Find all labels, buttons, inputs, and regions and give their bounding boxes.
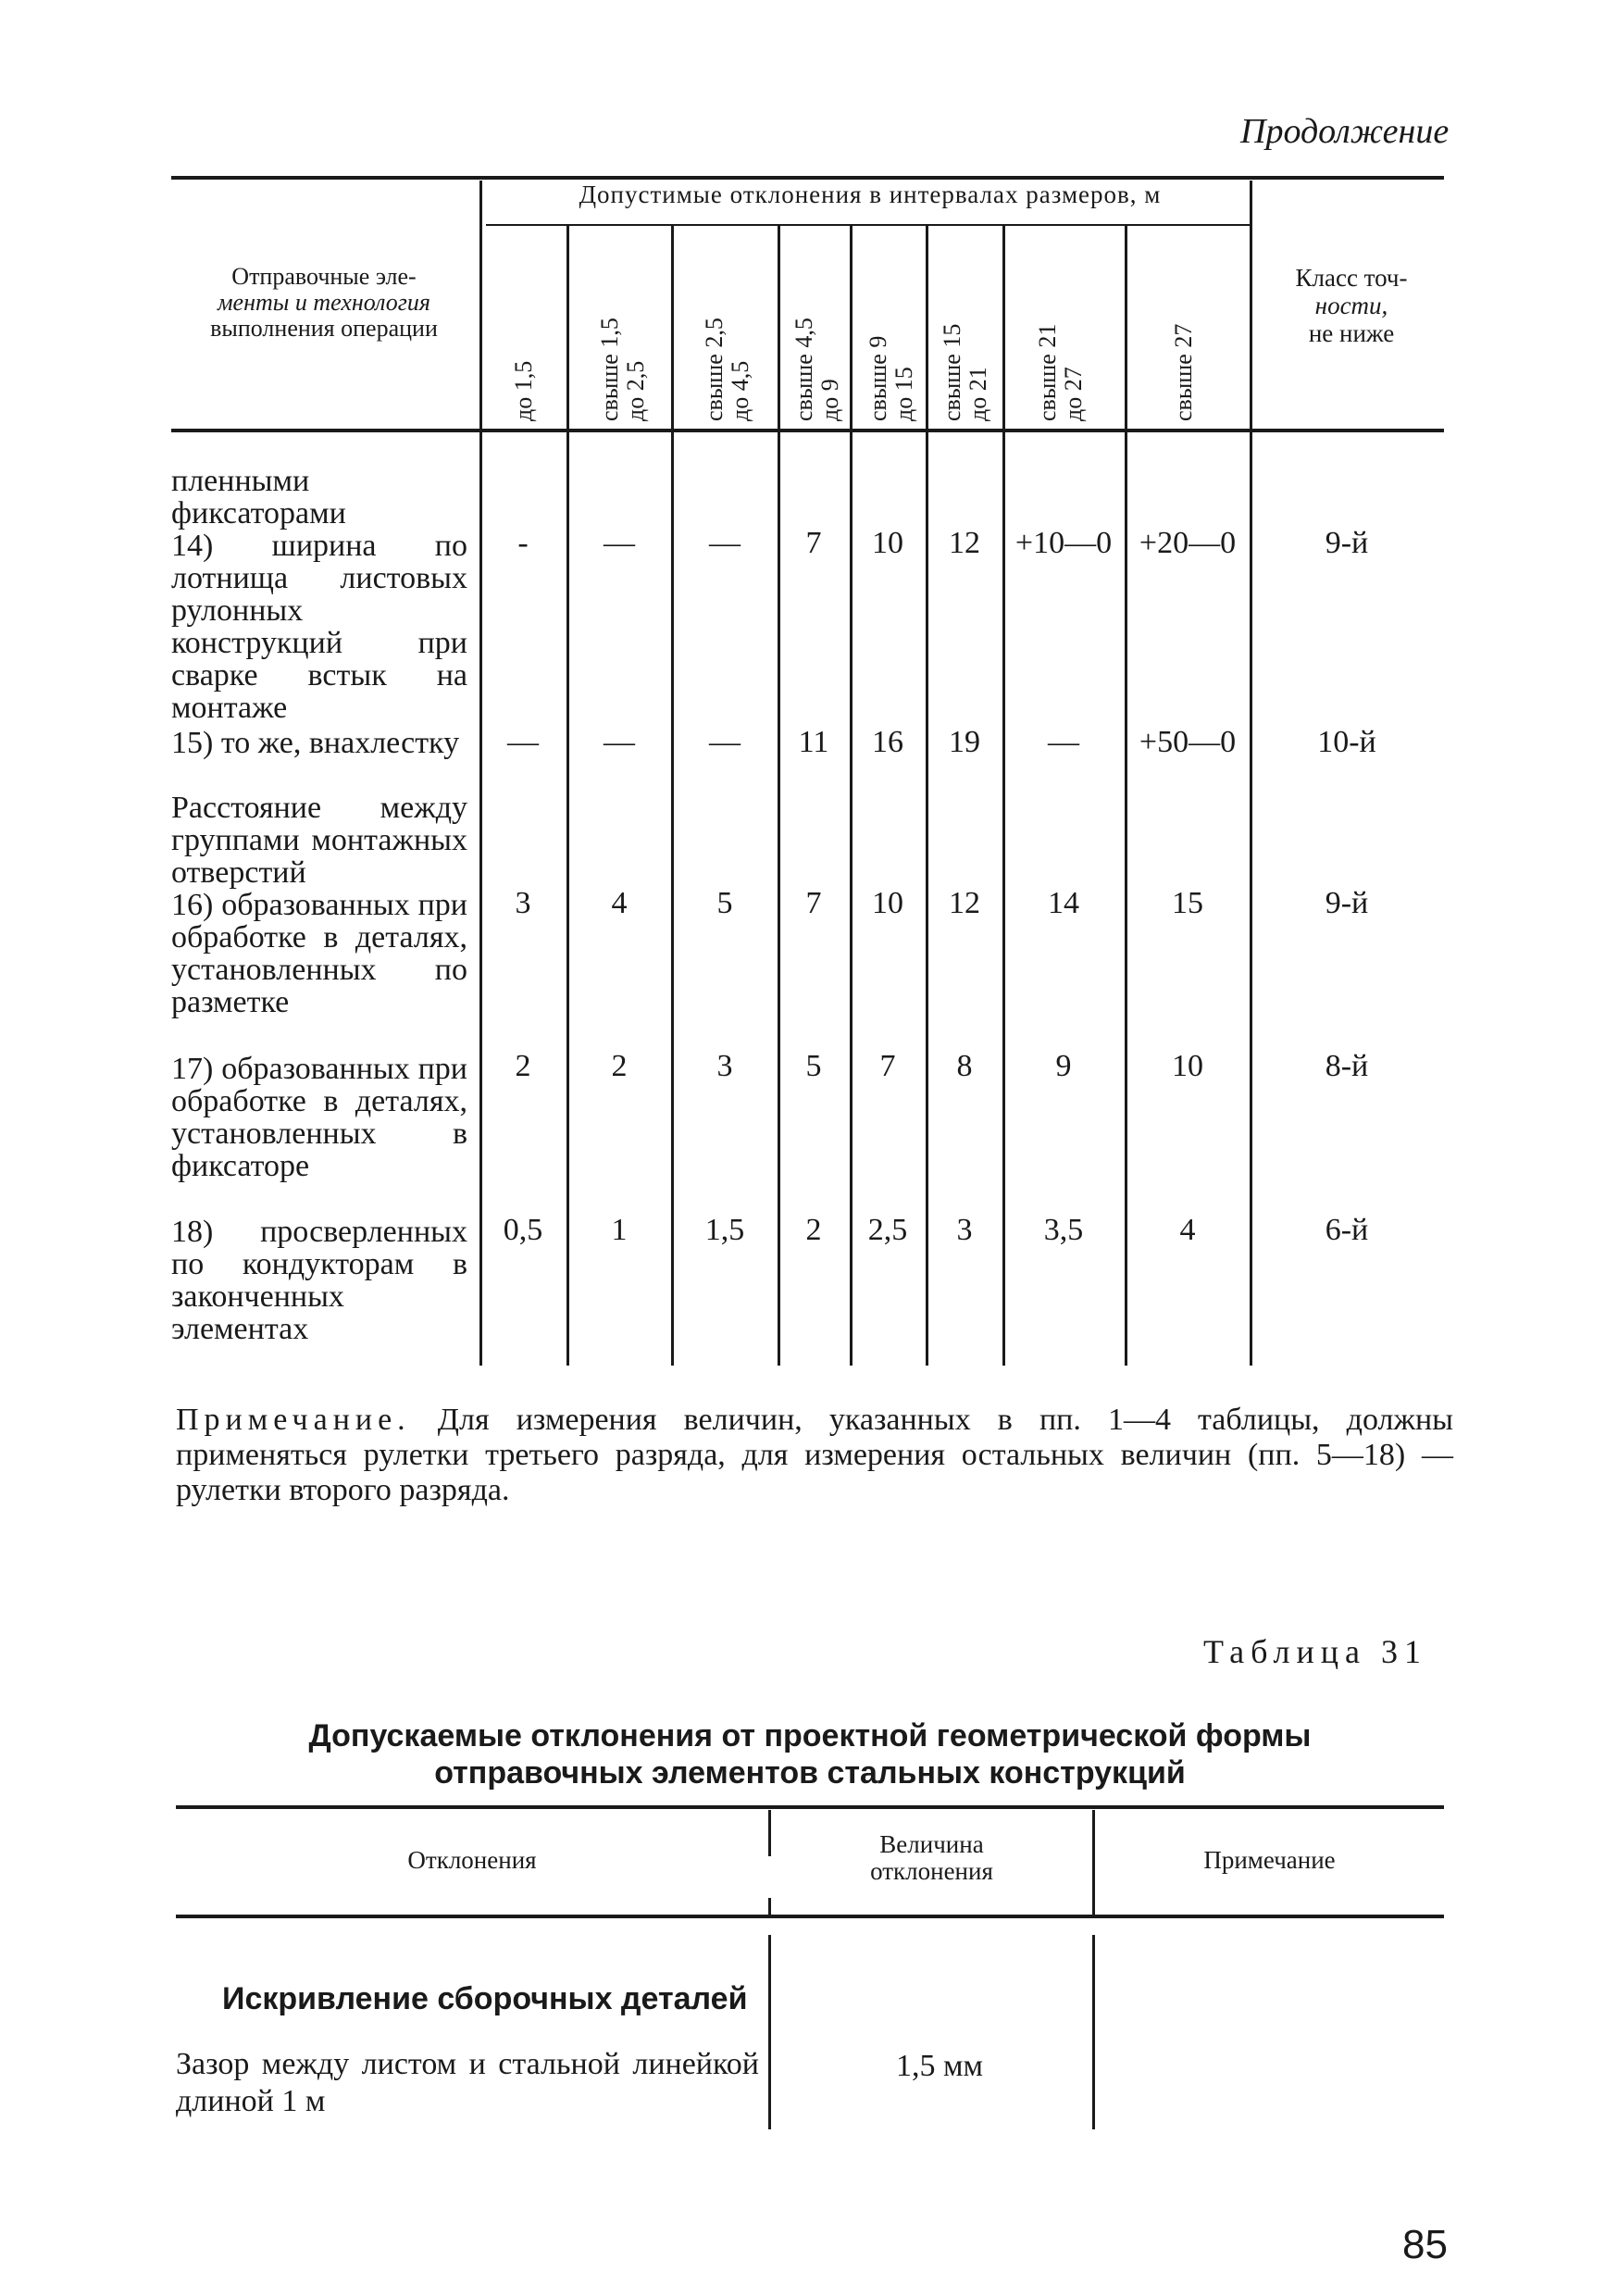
table-cell: 2	[515, 1049, 531, 1083]
table-cell: +10—0	[1014, 526, 1113, 560]
row-desc: Зазор между листом и стальной линейкой длиной 1 м	[176, 2047, 759, 2118]
table-cell: 3,5	[1043, 1213, 1084, 1247]
table-top-rule	[171, 176, 1444, 180]
interval-header: свыше 27	[1170, 323, 1197, 421]
table-cell: 16	[872, 725, 903, 759]
table-cell: 2,5	[867, 1213, 908, 1247]
table-cell: 2	[805, 1213, 822, 1247]
table-cell: 3	[716, 1049, 733, 1083]
table-cell: 7	[805, 526, 822, 560]
table-cell: +20—0	[1139, 526, 1237, 560]
section-heading: Искривление сборочных деталей	[222, 1981, 748, 2016]
row-value: 1,5 мм	[895, 2049, 984, 2083]
interval-header: до 1,5	[510, 360, 537, 421]
accuracy-class-cell: 9-й	[1325, 886, 1369, 920]
table-note: Примечание. Для измерения величин, указанных в пп. 1—4 таблицы, должны применяться рулетки третьего разряда, для измерения остальных величин (пп. 5—18) — рулетки второго разряда.	[176, 1403, 1454, 1507]
table-cell: 12	[949, 886, 980, 920]
table-cell: -	[517, 526, 529, 560]
col-divider	[778, 225, 780, 1366]
table-cell: 7	[805, 886, 822, 920]
col-divider	[1125, 225, 1127, 1366]
intervals-title: Допустимые отклонения в интервалах размеров, м	[579, 181, 1162, 208]
table-cell: 9	[1055, 1049, 1072, 1083]
table-cell: 19	[949, 725, 980, 759]
col-header-deviation: Отклонения	[407, 1846, 537, 1874]
row-desc: 15) то же, внахлестку	[171, 726, 460, 760]
col-divider	[671, 225, 674, 1366]
table-cell: —	[507, 725, 539, 759]
table-cell: 12	[949, 526, 980, 560]
page-number: 85	[1402, 2222, 1448, 2267]
row-desc: пленными фиксаторами	[171, 464, 346, 530]
interval-header: свыше 21 до 27	[1034, 323, 1087, 421]
col-divider	[1002, 225, 1005, 1366]
table-cell: 11	[798, 725, 829, 759]
table-cell: 0,5	[503, 1213, 543, 1247]
table-cell: 1,5	[704, 1213, 745, 1247]
table-31-number: Таблица 31	[1203, 1633, 1427, 1670]
elements-column-header: Отправочные эле- менты и технология выполнения операции	[210, 263, 438, 342]
col-divider	[768, 1935, 771, 2129]
table-31-top-rule	[176, 1805, 1444, 1809]
table-cell: 10	[872, 886, 903, 920]
row-desc: 17) образованных при обработке в деталях, установленных в фиксаторе	[171, 1052, 467, 1183]
col-header-note: Примечание	[1203, 1846, 1336, 1874]
table-cell: —	[1048, 725, 1079, 759]
table-cell: 3	[515, 886, 531, 920]
table-cell: 10	[1172, 1049, 1203, 1083]
accuracy-class-cell: 8-й	[1325, 1049, 1369, 1083]
interval-header: свыше 4,5 до 9	[790, 318, 843, 421]
continuation-label: Продолжение	[1240, 112, 1450, 151]
table-cell: 2	[611, 1049, 628, 1083]
table-31-title: Допускаемые отклонения от проектной геометрической формы отправочных элементов стальных конструкций	[308, 1718, 1312, 1791]
table-cell: 5	[716, 886, 733, 920]
col-divider	[768, 1898, 771, 1916]
table-cell: 4	[611, 886, 628, 920]
accuracy-class-header: Класс точ- ности, не ниже	[1295, 264, 1408, 347]
header-bottom-rule	[171, 429, 1444, 432]
row-desc: 16) образованных при обработке в деталях, установленных по разметке	[171, 888, 467, 1019]
col-divider	[1250, 181, 1252, 1366]
col-header-value: Величина отклонения	[870, 1830, 993, 1885]
accuracy-class-cell: 10-й	[1317, 725, 1376, 759]
col-divider	[850, 225, 853, 1366]
table-cell: 7	[879, 1049, 896, 1083]
table-cell: —	[709, 725, 741, 759]
interval-header: свыше 15 до 21	[939, 323, 991, 421]
col-divider	[566, 225, 569, 1366]
accuracy-class-cell: 6-й	[1325, 1213, 1369, 1247]
table-cell: 5	[805, 1049, 822, 1083]
table-cell: 3	[956, 1213, 973, 1247]
table-cell: 14	[1048, 886, 1079, 920]
table-cell: —	[604, 725, 635, 759]
row-desc: Расстояние между группами монтажных отверстий	[171, 791, 467, 890]
row-desc: 14) ширина по лотнища листовых рулонных конструкций при сварке встык на монтаже	[171, 529, 467, 725]
col-divider	[479, 181, 482, 1366]
interval-header: свыше 9 до 15	[865, 335, 917, 421]
accuracy-class-cell: 9-й	[1325, 526, 1369, 560]
table-cell: —	[604, 526, 635, 560]
table-cell: 4	[1179, 1213, 1196, 1247]
table-cell: +50—0	[1139, 725, 1237, 759]
table-cell: —	[709, 526, 741, 560]
interval-header: свыше 1,5 до 2,5	[596, 318, 649, 421]
table-31-header-rule	[176, 1915, 1444, 1918]
table-cell: 10	[872, 526, 903, 560]
col-divider	[1092, 1935, 1095, 2129]
interval-header: свыше 2,5 до 4,5	[701, 318, 753, 421]
col-divider	[926, 225, 928, 1366]
table-cell: 8	[956, 1049, 973, 1083]
table-cell: 15	[1172, 886, 1203, 920]
table-cell: 1	[611, 1213, 628, 1247]
row-desc: 18) просверленных по кондукторам в законченных элементах	[171, 1215, 467, 1346]
intervals-underline	[486, 224, 1250, 226]
